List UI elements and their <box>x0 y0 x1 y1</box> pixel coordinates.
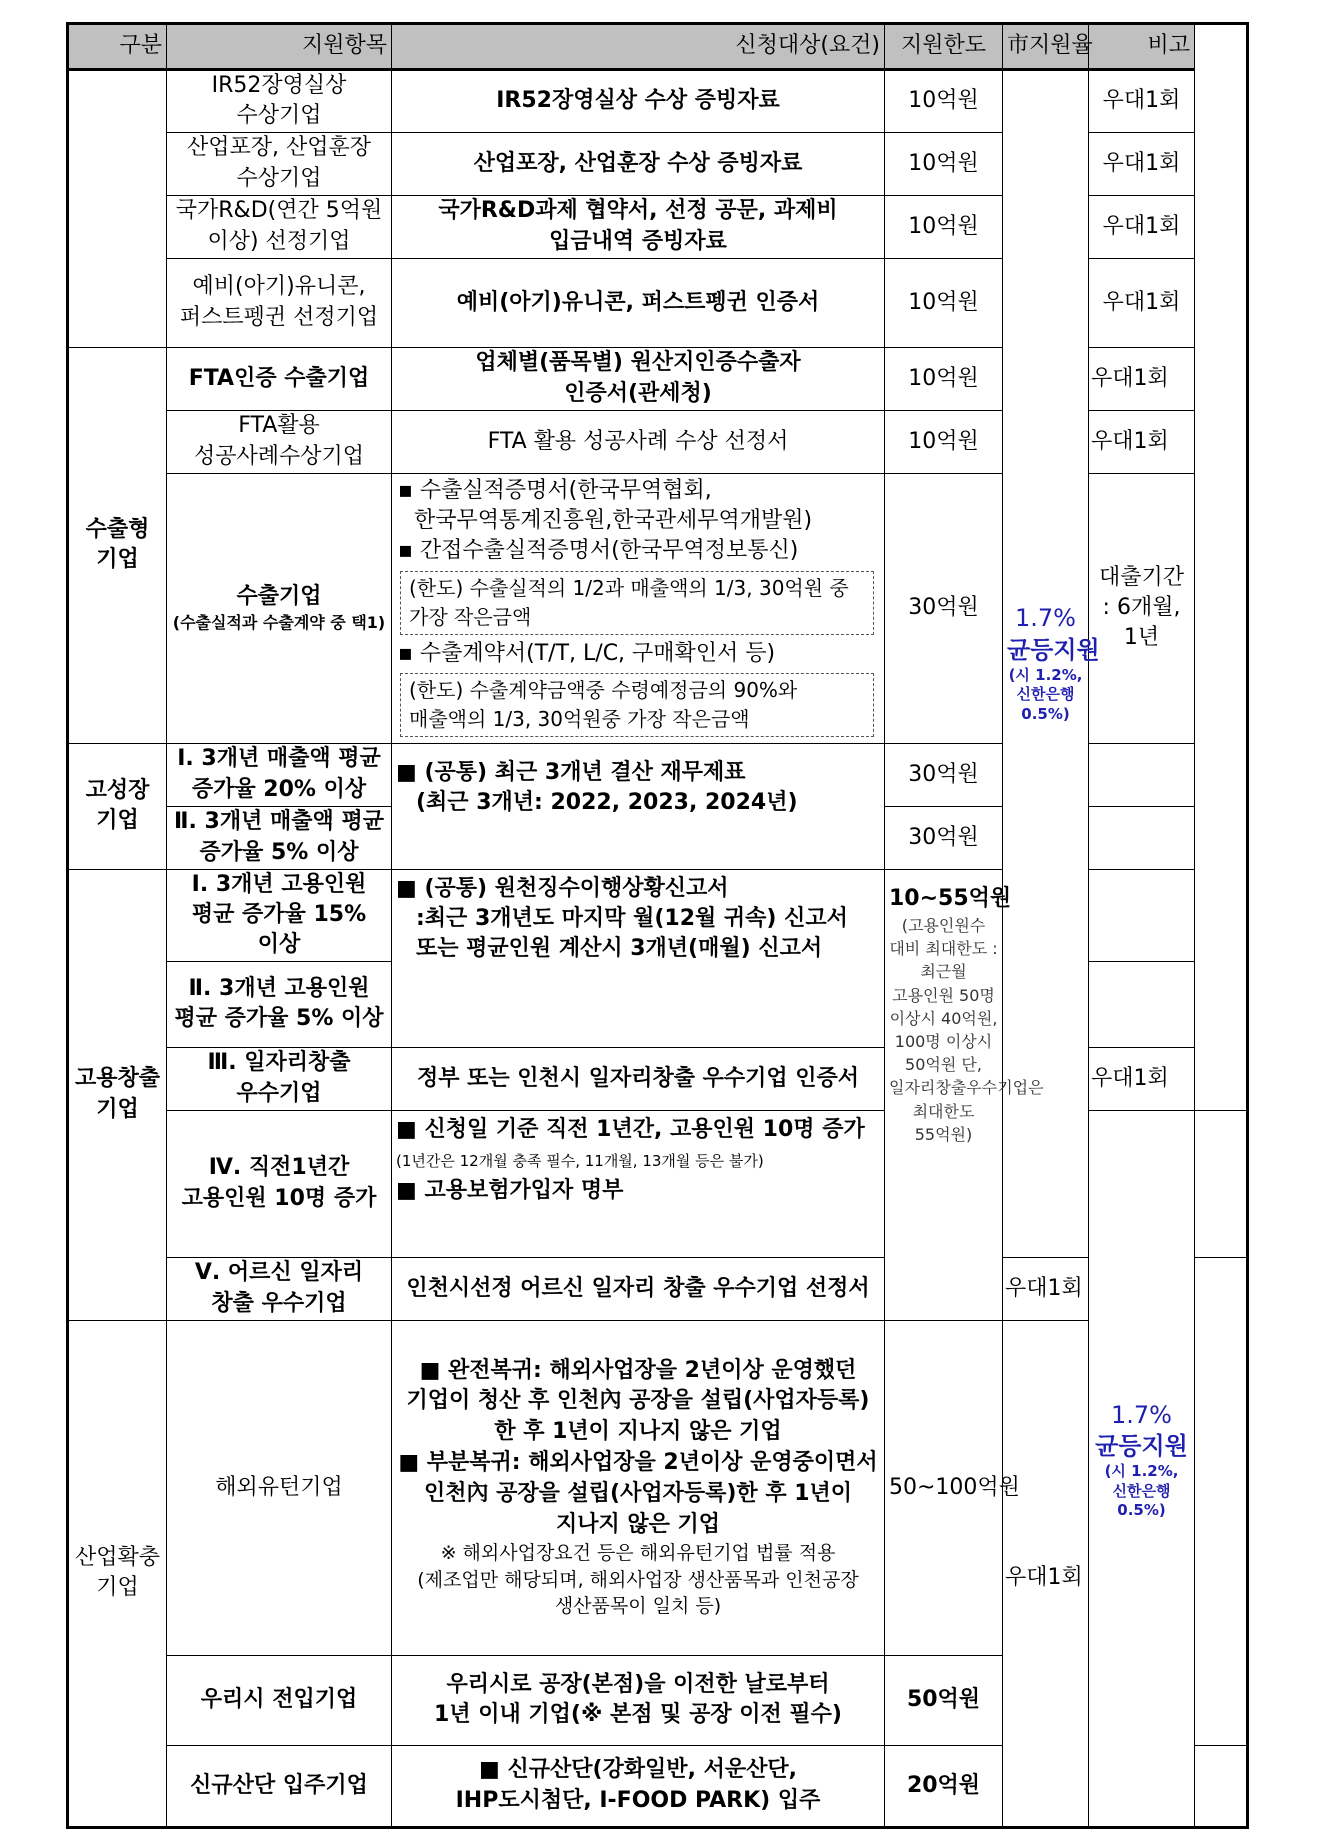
req-line: ■ 신규산단(강화일반, 서운산단, <box>479 1757 797 1783</box>
header-limit: 지원한도 <box>885 24 1003 70</box>
rate-sub: (시 1.2%, <box>1104 1462 1179 1481</box>
category-cell-s1 <box>68 70 167 348</box>
limit-cell: 30억원 <box>885 473 1003 743</box>
limit-cell: 10억원 <box>885 347 1003 410</box>
note-cell <box>1195 1110 1248 1257</box>
req-footnote: ※ 해외사업장요건 등은 해외유턴기업 법률 적용(제조업만 해당되며, 해외사업장 생산품목과 인천공장 생산품목이 일치 등) <box>417 1542 859 1618</box>
note-cell: 우대1회 <box>1089 132 1195 195</box>
header-category: 구분 <box>68 24 167 70</box>
item-line: Ⅲ. 일자리창출 <box>207 1050 351 1076</box>
item-line: 증가율 20% 이상 <box>191 776 367 802</box>
limit-cell: 10억원 <box>885 258 1003 347</box>
rate-cell-2 <box>1089 1110 1195 1827</box>
limit-cell: 10억원 <box>885 132 1003 195</box>
requirement-cell <box>392 473 885 743</box>
item-cell <box>167 1257 392 1320</box>
req-paragraph: ■ 완전복귀: 해외사업장을 2년이상 운영했던 기업이 청산 후 인천內 공장을 설립(사업자등록)한 후 1년이 지나지 않은 기업 <box>406 1357 870 1445</box>
req-line: 입금내역 증빙자료 <box>549 228 727 254</box>
item-line: 고용인원 10명 증가 <box>181 1185 377 1211</box>
rate-sub: (시 1.2%, <box>1008 665 1083 684</box>
note-cell <box>1089 869 1195 961</box>
limit-cell: 10억원 <box>885 70 1003 133</box>
req-bullet: ▪ 간접수출실적증명서(한국무역정보통신) <box>398 538 799 564</box>
requirement-cell <box>392 1655 885 1745</box>
limit-value: 10~55억원 <box>889 885 1012 911</box>
item-cell <box>167 473 392 743</box>
category-cell-jobs <box>68 869 167 1320</box>
header-row <box>68 24 1248 70</box>
requirement-cell <box>392 195 885 258</box>
note-text: 우대1회 <box>1005 1564 1083 1590</box>
req-line: 인증서(관세청) <box>564 380 712 406</box>
note-cell <box>1089 806 1195 869</box>
item-cell <box>167 1047 392 1110</box>
note-cell <box>1089 743 1195 806</box>
item-cell <box>167 195 392 258</box>
category-line: 고성장 <box>85 777 150 803</box>
category-line: 산업확충 <box>74 1544 160 1570</box>
item-cell <box>167 258 392 347</box>
note-cell: 우대1회 <box>1089 258 1195 347</box>
req-small: (1년간은 12개월 충족 필수, 11개월, 13개월 등은 불가) <box>396 1152 764 1171</box>
limit-cell: 10억원 <box>885 410 1003 473</box>
note-cell <box>1003 1320 1089 1827</box>
table-row <box>68 1257 1248 1320</box>
requirement-cell <box>392 743 885 869</box>
requirement-cell <box>392 347 885 410</box>
requirement-cell: IR52장영실상 수상 증빙자료 <box>392 70 885 133</box>
item-cell <box>167 1110 392 1257</box>
category-cell-export <box>68 347 167 743</box>
item-line: 성공사례수상기업 <box>193 443 365 469</box>
rate-label: 균등지원 <box>1007 635 1100 664</box>
header-note: 비고 <box>1089 24 1195 70</box>
category-line: 기업 <box>96 1575 139 1601</box>
req-line: 1년 이내 기업(※ 본점 및 공장 이전 필수) <box>434 1702 842 1728</box>
item-line: Ⅱ. 3개년 고용인원 <box>188 975 370 1001</box>
item-line: Ⅰ. 3개년 매출액 평균 <box>177 746 381 772</box>
item-subline: (수출실적과 수출계약 중 택1) <box>172 613 386 633</box>
item-cell <box>167 869 392 961</box>
rate-cell-empty <box>1195 1745 1248 1827</box>
item-line: Ⅳ. 직전1년간 <box>208 1155 350 1181</box>
requirement-cell: 정부 또는 인천시 일자리창출 우수기업 인증서 <box>392 1047 885 1110</box>
req-line: ■ 고용보험가입자 명부 <box>396 1177 624 1203</box>
category-line: 고용창출 <box>74 1066 160 1092</box>
item-line: 수상기업 <box>236 165 322 191</box>
note-cell: 우대1회 <box>1003 1257 1089 1320</box>
note-cell <box>1089 961 1195 1047</box>
note-cell: 우대1회 <box>1089 1047 1195 1110</box>
category-cell-growth <box>68 743 167 869</box>
item-cell: IR52장영실상 수상기업 <box>167 70 392 133</box>
req-line: 업체별(품목별) 원산지인증수출자 <box>475 350 801 376</box>
note-cell: 우대1회 <box>1089 347 1195 410</box>
header-rate: 市지원율 <box>1003 24 1089 70</box>
category-line: 수출형 <box>85 516 150 542</box>
table-row <box>68 1320 1248 1655</box>
item-line: 국가R&D(연간 5억원 <box>175 198 383 224</box>
requirement-cell: 예비(아기)유니콘, 퍼스트펭귄 인증서 <box>392 258 885 347</box>
item-cell <box>167 132 392 195</box>
note-cell: 대출기간 : 6개월, 1년 <box>1089 473 1195 743</box>
header-requirement: 신청대상(요건) <box>392 24 885 70</box>
requirement-cell <box>392 1110 885 1257</box>
req-line: ■ (공통) 최근 3개년 결산 재무제표 <box>396 759 746 785</box>
item-line: 수출기업 <box>236 584 322 609</box>
item-line: 이상) 선정기업 <box>207 228 351 254</box>
req-paragraph: ■ 부분복귀: 해외사업장을 2년이상 운영중이면서 인천內 공장을 설립(사업자등록)한 후 1년이 지나지 않은 기업 <box>398 1449 878 1537</box>
rate-sub: 신한은행 0.5%) <box>1016 685 1075 723</box>
req-line: 우리시로 공장(본점)을 이전한 날로부터 <box>446 1671 830 1697</box>
req-line: IHP도시첨단, I-FOOD PARK) 입주 <box>455 1787 821 1813</box>
req-bullet: ▪ 수출계약서(T/T, L/C, 구매확인서 등) <box>398 640 776 666</box>
rate-value: 1.7% <box>1015 604 1076 633</box>
item-cell: 우리시 전입기업 <box>167 1655 392 1745</box>
req-line: (최근 3개년: 2022, 2023, 2024년) <box>416 790 798 816</box>
item-line: Ⅱ. 3개년 매출액 평균 <box>174 809 384 835</box>
limit-cell: 30억원 <box>885 806 1003 869</box>
item-line: 퍼스트펭귄 선정기업 <box>179 304 379 330</box>
limit-note-box: (한도) 수출계약금액중 수령예정금의 90%와 매출액의 1/3, 30억원중 가장 작은금액 <box>400 673 874 737</box>
rate-sub: 신한은행 0.5%) <box>1112 1481 1171 1520</box>
item-cell <box>167 806 392 869</box>
item-line: 예비(아기)유니콘, <box>192 274 366 300</box>
req-line: ■ 신청일 기준 직전 1년간, 고용인원 10명 증가 <box>396 1116 865 1142</box>
limit-cell: 10억원 <box>885 195 1003 258</box>
rate-value: 1.7% <box>1111 1400 1172 1429</box>
note-cell: 우대1회 <box>1089 410 1195 473</box>
item-cell: FTA인증 수출기업 <box>167 347 392 410</box>
requirement-cell: 산업포장, 산업훈장 수상 증빙자료 <box>392 132 885 195</box>
req-line: 국가R&D과제 협약서, 선정 공문, 과제비 <box>438 198 838 224</box>
item-cell <box>167 961 392 1047</box>
requirement-cell: 인천시선정 어르신 일자리 창출 우수기업 선정서 <box>392 1257 885 1320</box>
item-cell <box>167 743 392 806</box>
item-line: 우수기업 <box>236 1080 322 1106</box>
category-line: 기업 <box>96 1096 139 1122</box>
category-cell-industry <box>68 1320 167 1827</box>
note-cell: 우대1회 <box>1089 70 1195 133</box>
limit-cell: 30억원 <box>885 743 1003 806</box>
item-cell <box>167 410 392 473</box>
support-table <box>66 22 1249 1829</box>
requirement-cell <box>392 1320 885 1655</box>
item-line: 산업포장, 산업훈장 <box>186 135 371 161</box>
limit-note: (고용인원수 대비 최대한도 : 최근월 고용인원 50명 이상시 40억원, 100명 이상시 50억원 단, 일자리창출우수기업은 최대한도 55억원) <box>889 916 1044 1144</box>
req-line: :최근 3개년도 마지막 월(12월 귀속) 신고서 또는 평균인원 계산시 3개년(매월) 신고서 <box>416 906 848 962</box>
header-item: 지원항목 <box>167 24 392 70</box>
item-line: 평균 증가율 5% 이상 <box>174 1006 384 1032</box>
limit-cell: 50억원 <box>885 1655 1003 1745</box>
rate-spacer <box>1093 1115 1190 1400</box>
table-row <box>68 70 1248 133</box>
requirement-cell <box>392 869 885 1047</box>
item-line: FTA활용 <box>238 413 320 439</box>
req-line: ■ (공통) 원천징수이행상황신고서 <box>396 875 729 901</box>
limit-cell: 50~100억원 <box>885 1320 1003 1655</box>
note-cell: 우대1회 <box>1089 195 1195 258</box>
requirement-cell: FTA 활용 성공사례 수상 선정서 <box>392 410 885 473</box>
requirement-cell <box>392 1745 885 1827</box>
req-bullet-cont: 한국무역통계진흥원,한국관세무역개발원) <box>414 507 813 533</box>
item-cell: 신규산단 입주기업 <box>167 1745 392 1827</box>
limit-note-box: (한도) 수출실적의 1/2과 매출액의 1/3, 30억원 중 가장 작은금액 <box>400 571 874 635</box>
item-line: Ⅰ. 3개년 고용인원 <box>191 871 367 897</box>
item-cell: 해외유턴기업 <box>167 1320 392 1655</box>
category-line: 기업 <box>96 547 139 573</box>
limit-cell: 20억원 <box>885 1745 1003 1827</box>
item-line: 평균 증가율 15% 이상 <box>191 902 367 958</box>
item-line: 창출 우수기업 <box>211 1290 347 1316</box>
rate-label: 균등지원 <box>1095 1431 1188 1460</box>
req-bullet: ▪ 수출실적증명서(한국무역협회, <box>398 477 712 503</box>
item-line: 증가율 5% 이상 <box>199 839 359 865</box>
category-line: 기업 <box>96 808 139 834</box>
item-line: Ⅴ. 어르신 일자리 <box>194 1260 364 1286</box>
